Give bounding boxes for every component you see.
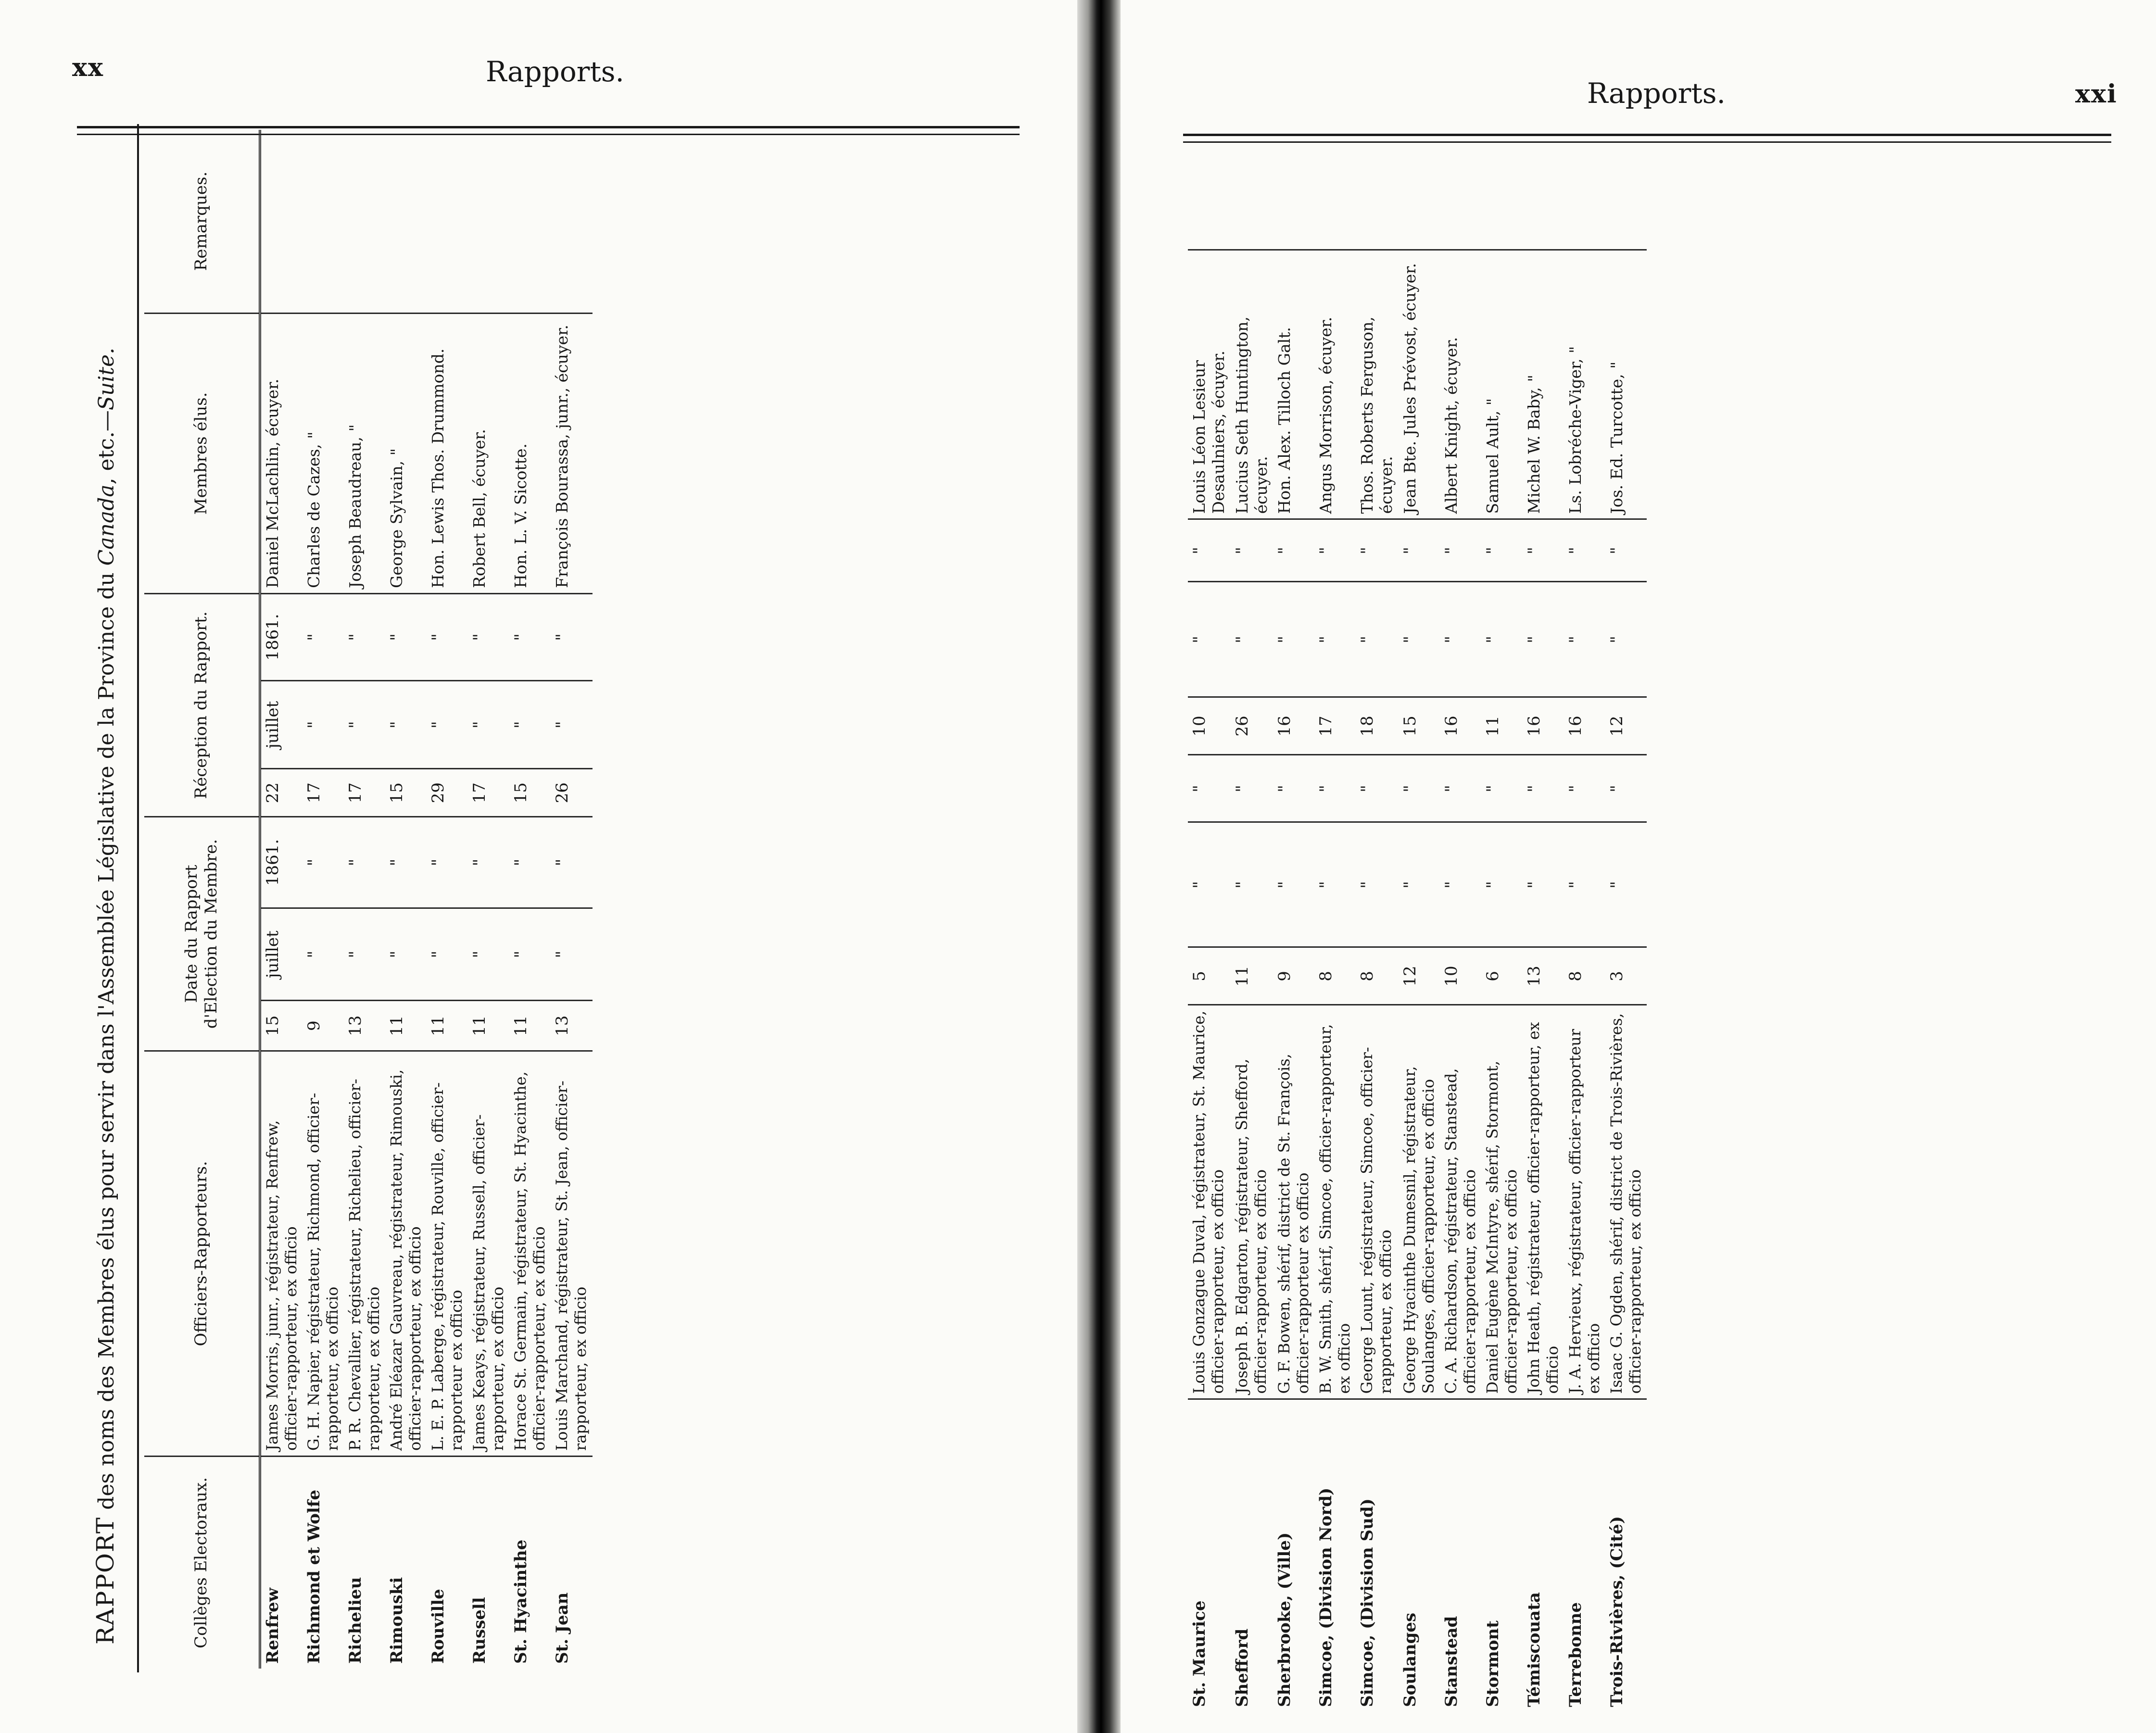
member-cell: Lucius Seth Huntington, écuyer. [1231, 250, 1273, 519]
member-cell: François Bourassa, junr., écuyer. [551, 314, 592, 594]
election-year-cell: " [427, 817, 468, 908]
officer-cell: James Keays, régistrateur, Russell, officier-rapporteur, ex officio [468, 1051, 509, 1457]
college-cell: Soulanges [1399, 1399, 1440, 1712]
reception-month-cell: juillet [260, 681, 303, 769]
table-left-border [137, 124, 139, 1672]
election-month-cell: " [1481, 822, 1523, 947]
election-day-cell: 11 [427, 1001, 468, 1051]
election-day-cell: 8 [1314, 947, 1356, 1005]
remarks-cell [427, 130, 468, 314]
election-year-cell: " [303, 817, 344, 908]
reception-day-cell: 16 [1440, 697, 1481, 755]
remarks-cell [1314, 173, 1356, 250]
college-cell: St. Jean [551, 1457, 592, 1669]
officer-cell: Louis Gonzague Duval, régistrateur, St. Maurice, officier-rapporteur, ex officio [1188, 1005, 1231, 1399]
header-reception: Réception du Rapport. [144, 594, 260, 817]
election-day-cell: 9 [1273, 947, 1314, 1005]
reception-day-cell: 17 [1314, 697, 1356, 755]
election-month-cell: " [1605, 822, 1647, 947]
table-row [1564, 173, 1605, 1712]
member-cell: Hon. L. V. Sicotte. [509, 314, 551, 594]
officer-cell: P. R. Chevallier, régistrateur, Richelieu, officier-rapporteur, ex officio [344, 1051, 385, 1457]
officer-cell: G. H. Napier, régistrateur, Richmond, officier-rapporteur, ex officio [303, 1051, 344, 1457]
officer-cell: John Heath, régistrateur, officier-rapporteur, ex officio [1523, 1005, 1564, 1399]
election-day-cell: 15 [260, 1001, 303, 1051]
college-cell: Stormont [1481, 1399, 1523, 1712]
caption-italic: Canada [94, 484, 119, 566]
election-day-cell: 3 [1605, 947, 1647, 1005]
election-year-cell: 1861. [260, 817, 303, 908]
running-head-left: Rapports. [486, 55, 624, 88]
reception-day-cell: 17 [344, 769, 385, 817]
reception-year-cell: " [344, 594, 385, 681]
election-day-cell: 13 [344, 1001, 385, 1051]
reception-year-cell: " [1188, 519, 1231, 582]
reception-day-cell: 17 [468, 769, 509, 817]
officer-cell: C. A. Richardson, régistrateur, Stanstead, officier-rapporteur, ex officio [1440, 1005, 1481, 1399]
table-body-right [1188, 173, 1647, 1712]
reception-year-cell: 1861. [260, 594, 303, 681]
election-year-cell: " [551, 817, 592, 908]
election-month-cell: " [427, 908, 468, 1001]
right-page [1121, 0, 2156, 1733]
reception-day-cell: 22 [260, 769, 303, 817]
reception-day-cell: 12 [1605, 697, 1647, 755]
election-month-cell: " [468, 908, 509, 1001]
remarks-cell [385, 130, 427, 314]
reception-year-cell: " [1605, 519, 1647, 582]
reception-year-cell: " [1523, 519, 1564, 582]
college-cell: St. Maurice [1188, 1399, 1231, 1712]
reception-year-cell: " [468, 594, 509, 681]
table-body-left [260, 130, 593, 1669]
college-cell: Shefford [1231, 1399, 1273, 1712]
reception-day-cell: 15 [1399, 697, 1440, 755]
folio-right: xxi [2075, 79, 2118, 109]
remarks-cell [1356, 173, 1399, 250]
reception-day-cell: 15 [509, 769, 551, 817]
table-row [468, 130, 509, 1669]
election-year-cell: " [1564, 755, 1605, 822]
reception-month-cell: " [1231, 582, 1273, 697]
member-cell: Albert Knight, écuyer. [1440, 250, 1481, 519]
member-cell: Daniel McLachlin, écuyer. [260, 314, 303, 594]
college-cell: Richelieu [344, 1457, 385, 1669]
college-cell: Sherbrooke, (Ville) [1273, 1399, 1314, 1712]
reception-month-cell: " [1273, 582, 1314, 697]
reception-month-cell: " [385, 681, 427, 769]
reception-day-cell: 15 [385, 769, 427, 817]
head-rule-left [77, 126, 1020, 128]
college-cell: Rimouski [385, 1457, 427, 1669]
remarks-cell [1440, 173, 1481, 250]
remarks-cell [260, 130, 303, 314]
table-row [344, 130, 385, 1669]
member-cell: Hon. Lewis Thos. Drummond. [427, 314, 468, 594]
table-row [427, 130, 468, 1669]
header-date-rapport: Date du Rapport d'Election du Membre. [144, 817, 260, 1051]
election-year-cell: " [468, 817, 509, 908]
table-caption [91, 348, 119, 1645]
reception-day-cell: 17 [303, 769, 344, 817]
head-rule-right-2 [1183, 141, 2111, 143]
returns-table-right [1188, 173, 1647, 1712]
election-year-cell: " [1523, 755, 1564, 822]
reception-day-cell: 26 [551, 769, 592, 817]
remarks-cell [1399, 173, 1440, 250]
election-day-cell: 5 [1188, 947, 1231, 1005]
remarks-cell [1564, 173, 1605, 250]
election-day-cell: 11 [468, 1001, 509, 1051]
table-row [1605, 173, 1647, 1712]
remarks-cell [1481, 173, 1523, 250]
caption-rest: des noms des Membres élus pour servir dans l'Assemblée Législative de la Province du [94, 572, 119, 1510]
folio-left: xx [72, 53, 104, 82]
reception-year-cell: " [551, 594, 592, 681]
table-row [260, 130, 303, 1669]
remarks-cell [509, 130, 551, 314]
election-day-cell: 6 [1481, 947, 1523, 1005]
reception-month-cell: " [1356, 582, 1399, 697]
returns-table-left [144, 130, 593, 1669]
reception-month-cell: " [551, 681, 592, 769]
table-header-row [144, 130, 260, 1669]
election-month-cell: " [1273, 822, 1314, 947]
college-cell: Stanstead [1440, 1399, 1481, 1712]
reception-month-cell: " [468, 681, 509, 769]
college-cell: Rouville [427, 1457, 468, 1669]
caption-suite: Suite. [94, 347, 119, 411]
reception-year-cell: " [1356, 519, 1399, 582]
table-right-wrapper [1188, 173, 1647, 1712]
member-cell: Ls. Lobréche-Viger, " [1564, 250, 1605, 519]
table-row [1399, 173, 1440, 1712]
reception-day-cell: 26 [1231, 697, 1273, 755]
officer-cell: J. A. Hervieux, régistrateur, officier-rapporteur ex officio [1564, 1005, 1605, 1399]
election-day-cell: 9 [303, 1001, 344, 1051]
left-page [0, 0, 1077, 1733]
remarks-cell [1188, 173, 1231, 250]
table-row [303, 130, 344, 1669]
officer-cell: G. F. Bowen, shérif, district de St. François, officier-rapporteur ex officio [1273, 1005, 1314, 1399]
election-year-cell: " [509, 817, 551, 908]
reception-year-cell: " [1314, 519, 1356, 582]
election-month-cell: " [1188, 822, 1231, 947]
officer-cell: Isaac G. Ogden, shérif, district de Trois-Rivières, officier-rapporteur, ex officio [1605, 1005, 1647, 1399]
remarks-cell [1231, 173, 1273, 250]
member-cell: Samuel Ault, " [1481, 250, 1523, 519]
election-month-cell: " [1314, 822, 1356, 947]
reception-day-cell: 18 [1356, 697, 1399, 755]
reception-month-cell: " [1523, 582, 1564, 697]
election-month-cell: " [509, 908, 551, 1001]
college-cell: Renfrew [260, 1457, 303, 1669]
table-row [1231, 173, 1273, 1712]
table-row [1523, 173, 1564, 1712]
reception-day-cell: 16 [1523, 697, 1564, 755]
officer-cell: Horace St. Germain, régistrateur, St. Hyacinthe, officier-rapporteur, ex officio [509, 1051, 551, 1457]
running-head-right: Rapports. [1587, 77, 1726, 110]
election-day-cell: 8 [1356, 947, 1399, 1005]
reception-month-cell: " [509, 681, 551, 769]
college-cell: St. Hyacinthe [509, 1457, 551, 1669]
caption-lead: RAPPORT [91, 1516, 119, 1645]
table-left-wrapper [144, 130, 593, 1669]
election-month-cell: " [1356, 822, 1399, 947]
election-month-cell: " [551, 908, 592, 1001]
officer-cell: George Lount, régistrateur, Simcoe, officier-rapporteur, ex officio [1356, 1005, 1399, 1399]
table-row [1440, 173, 1481, 1712]
reception-month-cell: " [344, 681, 385, 769]
college-cell: Richmond et Wolfe [303, 1457, 344, 1669]
election-year-cell: " [1273, 755, 1314, 822]
header-remarques: Remarques. [144, 130, 260, 314]
election-year-cell: " [1314, 755, 1356, 822]
table-row [551, 130, 592, 1669]
college-cell: Russell [468, 1457, 509, 1669]
reception-month-cell: " [1314, 582, 1356, 697]
caption-tail: , etc.— [94, 410, 119, 485]
reception-year-cell: " [1440, 519, 1481, 582]
member-cell: Louis Léon Lesieur Desaulniers, écuyer. [1188, 250, 1231, 519]
remarks-cell [1273, 173, 1314, 250]
election-month-cell: " [1523, 822, 1564, 947]
reception-year-cell: " [303, 594, 344, 681]
election-month-cell: " [1564, 822, 1605, 947]
officer-cell: André Eléazar Gauvreau, régistrateur, Rimouski, officier-rapporteur, ex officio [385, 1051, 427, 1457]
election-month-cell: " [385, 908, 427, 1001]
member-cell: Robert Bell, écuyer. [468, 314, 509, 594]
reception-day-cell: 16 [1564, 697, 1605, 755]
reception-year-cell: " [509, 594, 551, 681]
election-year-cell: " [1399, 755, 1440, 822]
reception-year-cell: " [427, 594, 468, 681]
remarks-cell [551, 130, 592, 314]
member-cell: Joseph Beaudreau, " [344, 314, 385, 594]
member-cell: Angus Morrison, écuyer. [1314, 250, 1356, 519]
election-month-cell: " [1440, 822, 1481, 947]
election-year-cell: " [385, 817, 427, 908]
reception-year-cell: " [1399, 519, 1440, 582]
reception-year-cell: " [385, 594, 427, 681]
officer-cell: Daniel Eugène McIntyre, shérif, Stormont, officier-rapporteur, ex officio [1481, 1005, 1523, 1399]
officer-cell: B. W. Smith, shérif, Simcoe, officier-rapporteur, ex officio [1314, 1005, 1356, 1399]
election-month-cell: " [303, 908, 344, 1001]
header-colleges: Collèges Electoraux. [144, 1457, 260, 1669]
reception-month-cell: " [1481, 582, 1523, 697]
table-row [509, 130, 551, 1669]
election-year-cell: " [1231, 755, 1273, 822]
table-row [385, 130, 427, 1669]
officer-cell: L. E. P. Laberge, régistrateur, Rouville, officier-rapporteur ex officio [427, 1051, 468, 1457]
reception-year-cell: " [1231, 519, 1273, 582]
election-year-cell: " [1605, 755, 1647, 822]
table-row [1356, 173, 1399, 1712]
reception-month-cell: " [1188, 582, 1231, 697]
remarks-cell [303, 130, 344, 314]
remarks-cell [468, 130, 509, 314]
remarks-cell [344, 130, 385, 314]
election-day-cell: 8 [1564, 947, 1605, 1005]
remarks-cell [1605, 173, 1647, 250]
election-day-cell: 13 [1523, 947, 1564, 1005]
college-cell: Simcoe, (Division Nord) [1314, 1399, 1356, 1712]
member-cell: George Sylvain, " [385, 314, 427, 594]
election-day-cell: 11 [385, 1001, 427, 1051]
reception-month-cell: " [427, 681, 468, 769]
election-month-cell: " [1231, 822, 1273, 947]
election-day-cell: 10 [1440, 947, 1481, 1005]
election-day-cell: 13 [551, 1001, 592, 1051]
reception-year-cell: " [1273, 519, 1314, 582]
reception-day-cell: 10 [1188, 697, 1231, 755]
election-day-cell: 12 [1399, 947, 1440, 1005]
college-cell: Terrebonne [1564, 1399, 1605, 1712]
table-row [1314, 173, 1356, 1712]
officer-cell: Louis Marchand, régistrateur, St. Jean, officier-rapporteur, ex officio [551, 1051, 592, 1457]
member-cell: Michel W. Baby, " [1523, 250, 1564, 519]
election-day-cell: 11 [1231, 947, 1273, 1005]
college-cell: Trois-Rivières, (Cité) [1605, 1399, 1647, 1712]
head-rule-right [1183, 134, 2111, 136]
table-row [1481, 173, 1523, 1712]
table-row [1273, 173, 1314, 1712]
college-cell: Témiscouata [1523, 1399, 1564, 1712]
election-year-cell: " [1356, 755, 1399, 822]
reception-day-cell: 29 [427, 769, 468, 817]
election-month-cell: " [1399, 822, 1440, 947]
member-cell: Jos. Ed. Turcotte, " [1605, 250, 1647, 519]
officer-cell: James Morris, junr., régistrateur, Renfrew, officier-rapporteur, ex officio [260, 1051, 303, 1457]
reception-month-cell: " [1605, 582, 1647, 697]
member-cell: Thos. Roberts Ferguson, écuyer. [1356, 250, 1399, 519]
table-row [1188, 173, 1231, 1712]
remarks-cell [1523, 173, 1564, 250]
member-cell: Jean Bte. Jules Prévost, écuyer. [1399, 250, 1440, 519]
election-month-cell: " [344, 908, 385, 1001]
book-gutter [1077, 0, 1121, 1733]
college-cell: Simcoe, (Division Sud) [1356, 1399, 1399, 1712]
reception-day-cell: 11 [1481, 697, 1523, 755]
reception-month-cell: " [1399, 582, 1440, 697]
officer-cell: George Hyacinthe Dumesnil, régistrateur, Soulanges, officier-rapporteur, ex officio [1399, 1005, 1440, 1399]
officer-cell: Joseph B. Edgarton, régistrateur, Shefford, officier-rapporteur, ex officio [1231, 1005, 1273, 1399]
reception-month-cell: " [1564, 582, 1605, 697]
header-officiers: Officiers-Rapporteurs. [144, 1051, 260, 1457]
election-year-cell: " [344, 817, 385, 908]
reception-year-cell: " [1481, 519, 1523, 582]
reception-month-cell: " [303, 681, 344, 769]
election-day-cell: 11 [509, 1001, 551, 1051]
member-cell: Charles de Cazes, " [303, 314, 344, 594]
reception-day-cell: 16 [1273, 697, 1314, 755]
header-membres: Membres élus. [144, 314, 260, 594]
reception-year-cell: " [1564, 519, 1605, 582]
member-cell: Hon. Alex. Tilloch Galt. [1273, 250, 1314, 519]
election-month-cell: juillet [260, 908, 303, 1001]
election-year-cell: " [1440, 755, 1481, 822]
election-year-cell: " [1481, 755, 1523, 822]
reception-month-cell: " [1440, 582, 1481, 697]
election-year-cell: " [1188, 755, 1231, 822]
